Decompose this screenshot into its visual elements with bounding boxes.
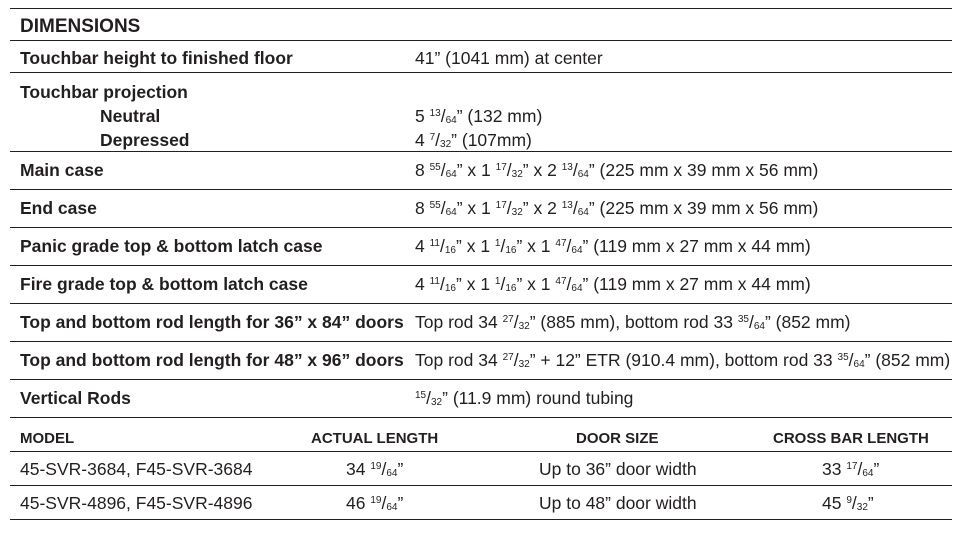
spec-value bbox=[415, 106, 542, 127]
spec-row bbox=[10, 304, 952, 341]
value-part: / bbox=[851, 493, 857, 513]
fraction-numerator: 47 bbox=[555, 276, 567, 287]
spec-row bbox=[10, 228, 952, 265]
divider bbox=[10, 519, 952, 520]
spec-row bbox=[10, 190, 952, 227]
spec-value bbox=[415, 388, 633, 409]
fraction-numerator: 1 bbox=[494, 276, 501, 287]
fraction-numerator: 27 bbox=[502, 352, 514, 363]
value-part: 1 bbox=[481, 160, 491, 180]
value-part: / bbox=[506, 160, 512, 180]
value-part: / bbox=[440, 106, 446, 126]
value-part: ” (225 mm x 39 mm x 56 mm) bbox=[588, 198, 819, 218]
value-part: 2 bbox=[547, 160, 557, 180]
value-part: 46 bbox=[346, 493, 366, 513]
fraction-numerator: 11 bbox=[429, 276, 440, 287]
column-header-actual-length: ACTUAL LENGTH bbox=[311, 430, 439, 447]
column-header-door-size: DOOR SIZE bbox=[576, 430, 659, 447]
spec-label: End case bbox=[20, 198, 97, 218]
door-size-cell: Up to 36” door width bbox=[539, 459, 697, 479]
column-header-model: MODEL bbox=[20, 430, 75, 447]
value-part: ” + 12” ETR (910.4 mm), bottom rod 33 bbox=[529, 350, 838, 370]
spec-row bbox=[10, 266, 952, 303]
value-part: ” (11.9 mm) round tubing bbox=[442, 388, 634, 408]
fraction-denominator: 16 bbox=[505, 245, 517, 256]
spec-label: Touchbar height to finished floor bbox=[20, 48, 293, 68]
value-part: / bbox=[381, 493, 387, 513]
spec-row bbox=[10, 342, 952, 379]
fraction-denominator: 64 bbox=[577, 207, 589, 218]
value-part: / bbox=[440, 236, 445, 256]
value-part: / bbox=[381, 459, 387, 479]
spec-value bbox=[415, 274, 811, 295]
value-part: / bbox=[572, 198, 578, 218]
value-part: ” bbox=[397, 459, 404, 479]
fraction-denominator: 16 bbox=[505, 283, 517, 294]
spec-label: Fire grade top & bottom latch case bbox=[20, 274, 308, 294]
value-part: ” (132 mm) bbox=[456, 106, 543, 126]
value-part: 8 bbox=[415, 160, 425, 180]
fraction-denominator: 32 bbox=[440, 139, 452, 150]
fraction-numerator: 27 bbox=[502, 314, 514, 325]
fraction-denominator: 64 bbox=[386, 502, 398, 513]
spec-label: Top and bottom rod length for 48” x 96” doors bbox=[20, 350, 404, 370]
model-table-header bbox=[10, 418, 952, 451]
fraction-denominator: 64 bbox=[445, 169, 457, 180]
value-part: ” (885 mm), bottom rod 33 bbox=[529, 312, 738, 332]
value-part: / bbox=[500, 236, 506, 256]
fraction-denominator: 64 bbox=[862, 468, 874, 479]
value-part: 1 bbox=[480, 236, 491, 256]
value-part: 33 bbox=[822, 459, 842, 479]
value-part: ” x bbox=[522, 160, 548, 180]
fraction-numerator: 15 bbox=[415, 390, 427, 401]
fraction-denominator: 32 bbox=[518, 321, 530, 332]
spec-label: Touchbar projection bbox=[20, 82, 188, 102]
spec-value: 41” (1041 mm) at center bbox=[415, 48, 603, 68]
fraction-denominator: 64 bbox=[577, 169, 589, 180]
value-part: / bbox=[440, 274, 445, 294]
spec-value bbox=[415, 312, 851, 333]
value-part: ” bbox=[867, 493, 874, 513]
fraction-denominator: 32 bbox=[431, 397, 443, 408]
value-part: ” x bbox=[456, 198, 482, 218]
model-cell: 45-SVR-4896, F45-SVR-4896 bbox=[20, 493, 253, 513]
value-part: Top rod 34 bbox=[415, 312, 503, 332]
spec-sublabel: Depressed bbox=[100, 130, 190, 150]
value-part: ” bbox=[873, 459, 880, 479]
spec-label: Vertical Rods bbox=[20, 388, 131, 408]
fraction-numerator: 17 bbox=[495, 162, 507, 173]
table-row bbox=[10, 486, 952, 519]
value-part: / bbox=[506, 198, 512, 218]
spec-label: Top and bottom rod length for 36” x 84” doors bbox=[20, 312, 404, 332]
fraction-denominator: 64 bbox=[445, 115, 457, 126]
spec-sublabel: Neutral bbox=[100, 106, 161, 126]
value-part: ” x bbox=[456, 274, 481, 294]
fraction-numerator: 55 bbox=[429, 200, 441, 211]
spec-label: Main case bbox=[20, 160, 104, 180]
fraction-denominator: 32 bbox=[511, 169, 523, 180]
value-part: ” bbox=[397, 493, 404, 513]
spec-value bbox=[415, 236, 811, 257]
value-part: ” (225 mm x 39 mm x 56 mm) bbox=[588, 160, 819, 180]
fraction-numerator: 13 bbox=[429, 108, 441, 119]
value-part: Top rod 34 bbox=[415, 350, 503, 370]
value-part: ” x bbox=[456, 160, 482, 180]
fraction-numerator: 1 bbox=[494, 238, 501, 249]
value-part: / bbox=[857, 459, 863, 479]
fraction-denominator: 32 bbox=[856, 502, 868, 513]
value-part: ” x bbox=[522, 198, 548, 218]
value-part: ” x bbox=[516, 274, 541, 294]
table-row bbox=[10, 452, 952, 485]
fraction-denominator: 32 bbox=[511, 207, 523, 218]
value-part: / bbox=[513, 350, 519, 370]
value-part: 34 bbox=[346, 459, 366, 479]
fraction-denominator: 64 bbox=[571, 283, 583, 294]
door-size-cell: Up to 48” door width bbox=[539, 493, 697, 513]
value-part: / bbox=[848, 350, 854, 370]
value-part: 2 bbox=[547, 198, 557, 218]
value-part: 1 bbox=[480, 274, 491, 294]
dimensions-table bbox=[10, 8, 952, 520]
value-part: 1 bbox=[481, 198, 491, 218]
fraction-denominator: 64 bbox=[571, 245, 583, 256]
fraction-numerator: 9 bbox=[846, 495, 852, 506]
fraction-numerator: 35 bbox=[737, 314, 749, 325]
value-part: ” (852 mm) bbox=[864, 350, 951, 370]
value-part: 4 bbox=[415, 274, 425, 294]
spec-value bbox=[415, 198, 818, 219]
value-part: 4 bbox=[415, 236, 425, 256]
value-part: 4 bbox=[415, 130, 425, 150]
value-part: ” (107mm) bbox=[451, 130, 532, 150]
value-part: / bbox=[500, 274, 506, 294]
fraction-numerator: 55 bbox=[429, 162, 441, 173]
fraction-numerator: 35 bbox=[837, 352, 849, 363]
header-row bbox=[10, 9, 952, 40]
value-part: ” (119 mm x 27 mm x 44 mm) bbox=[582, 274, 811, 294]
value-part: / bbox=[572, 160, 578, 180]
value-part: / bbox=[748, 312, 754, 332]
fraction-denominator: 64 bbox=[853, 359, 865, 370]
spec-value bbox=[415, 130, 532, 151]
spec-row bbox=[10, 41, 952, 72]
value-part: / bbox=[426, 388, 431, 408]
fraction-denominator: 16 bbox=[444, 245, 456, 256]
value-part: / bbox=[513, 312, 519, 332]
fraction-numerator: 17 bbox=[846, 461, 858, 472]
spec-row bbox=[10, 73, 952, 151]
value-part: ” x bbox=[516, 236, 541, 256]
spec-row bbox=[10, 380, 952, 417]
fraction-numerator: 7 bbox=[429, 132, 436, 143]
value-part: 1 bbox=[540, 236, 551, 256]
table-title: DIMENSIONS bbox=[20, 16, 141, 37]
spec-value bbox=[415, 160, 818, 181]
value-part: / bbox=[440, 160, 446, 180]
actual-length-cell bbox=[346, 459, 403, 480]
cross-bar-length-cell bbox=[822, 493, 874, 514]
actual-length-cell bbox=[346, 493, 403, 514]
fraction-denominator: 64 bbox=[445, 207, 457, 218]
cross-bar-length-cell bbox=[822, 459, 879, 480]
fraction-denominator: 64 bbox=[386, 468, 398, 479]
value-part: 45 bbox=[822, 493, 842, 513]
fraction-numerator: 13 bbox=[561, 200, 573, 211]
spec-label: Panic grade top & bottom latch case bbox=[20, 236, 323, 256]
value-part: ” (852 mm) bbox=[764, 312, 851, 332]
value-part: ” (119 mm x 27 mm x 44 mm) bbox=[582, 236, 811, 256]
value-part: / bbox=[566, 274, 572, 294]
fraction-numerator: 19 bbox=[370, 461, 382, 472]
value-part: 8 bbox=[415, 198, 425, 218]
value-part: 5 bbox=[415, 106, 425, 126]
column-header-cross-bar-length: CROSS BAR LENGTH bbox=[773, 430, 929, 447]
spec-row bbox=[10, 152, 952, 189]
model-cell: 45-SVR-3684, F45-SVR-3684 bbox=[20, 459, 253, 479]
fraction-denominator: 32 bbox=[518, 359, 530, 370]
fraction-denominator: 64 bbox=[753, 321, 765, 332]
spec-value bbox=[415, 350, 950, 371]
fraction-numerator: 19 bbox=[370, 495, 382, 506]
fraction-denominator: 16 bbox=[444, 283, 456, 294]
value-part: / bbox=[440, 198, 446, 218]
value-part: ” x bbox=[456, 236, 481, 256]
value-part: 1 bbox=[540, 274, 551, 294]
fraction-numerator: 13 bbox=[561, 162, 573, 173]
fraction-numerator: 11 bbox=[429, 238, 440, 249]
value-part: / bbox=[566, 236, 572, 256]
fraction-numerator: 47 bbox=[555, 238, 567, 249]
value-part: / bbox=[435, 130, 441, 150]
fraction-numerator: 17 bbox=[495, 200, 507, 211]
